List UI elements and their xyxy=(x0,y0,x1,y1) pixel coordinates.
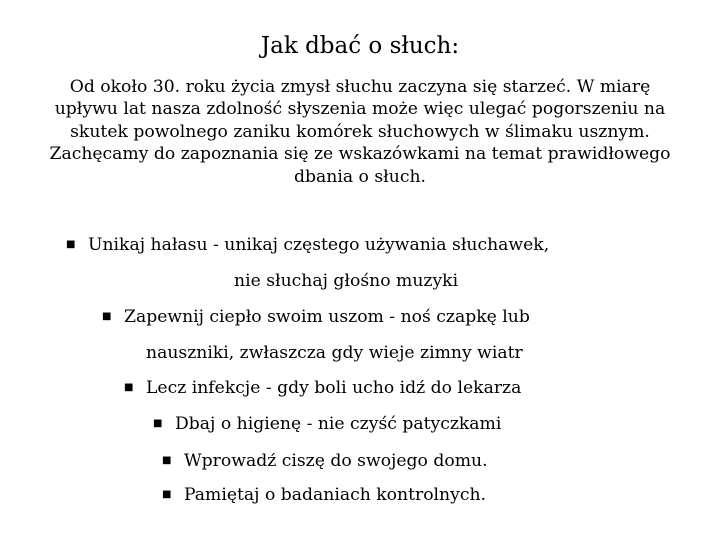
bullet-icon: ■ xyxy=(162,455,172,466)
tip-item-4 xyxy=(153,413,501,435)
tip-item-1-continuation: nie słuchaj głośno muzyki xyxy=(234,271,459,291)
bullet-icon: ■ xyxy=(66,239,76,250)
tip-text: Unikaj hałasu - unikaj częstego używania słuchawek, xyxy=(88,235,550,255)
tip-text: Zapewnij ciepło swoim uszom - noś czapkę lub xyxy=(124,307,530,327)
bullet-icon: ■ xyxy=(153,418,163,429)
tip-text: Dbaj o higienę - nie czyść patyczkami xyxy=(175,414,502,434)
bullet-icon: ■ xyxy=(124,382,134,393)
tip-item-2-continuation: nauszniki, zwłaszcza gdy wieje zimny wiatr xyxy=(146,343,523,363)
tip-item-6 xyxy=(162,484,486,506)
tip-text: Pamiętaj o badaniach kontrolnych. xyxy=(184,485,486,505)
tip-item-1 xyxy=(66,234,549,256)
bullet-icon: ■ xyxy=(102,311,112,322)
bullet-icon: ■ xyxy=(162,489,172,500)
tip-item-5 xyxy=(162,450,488,472)
tip-item-2 xyxy=(102,306,530,328)
tip-text: Wprowadź ciszę do swojego domu. xyxy=(184,451,488,471)
intro-paragraph: Od około 30. roku życia zmysł słuchu zaczyna się starzeć. W miarę upływu lat nasza zdolność słyszenia może więc ulegać pogorszeniu na skutek powolnego zaniku komórek słuchowych w ślimaku usznym. Zachęcamy do zapoznania się ze wskazówkami na temat prawidłowego dbania o słuch. xyxy=(49,77,671,187)
tip-text: Lecz infekcje - gdy boli ucho idź do lekarza xyxy=(146,378,522,398)
page-title: Jak dbać o słuch: xyxy=(260,33,460,59)
tip-item-3 xyxy=(124,377,521,399)
